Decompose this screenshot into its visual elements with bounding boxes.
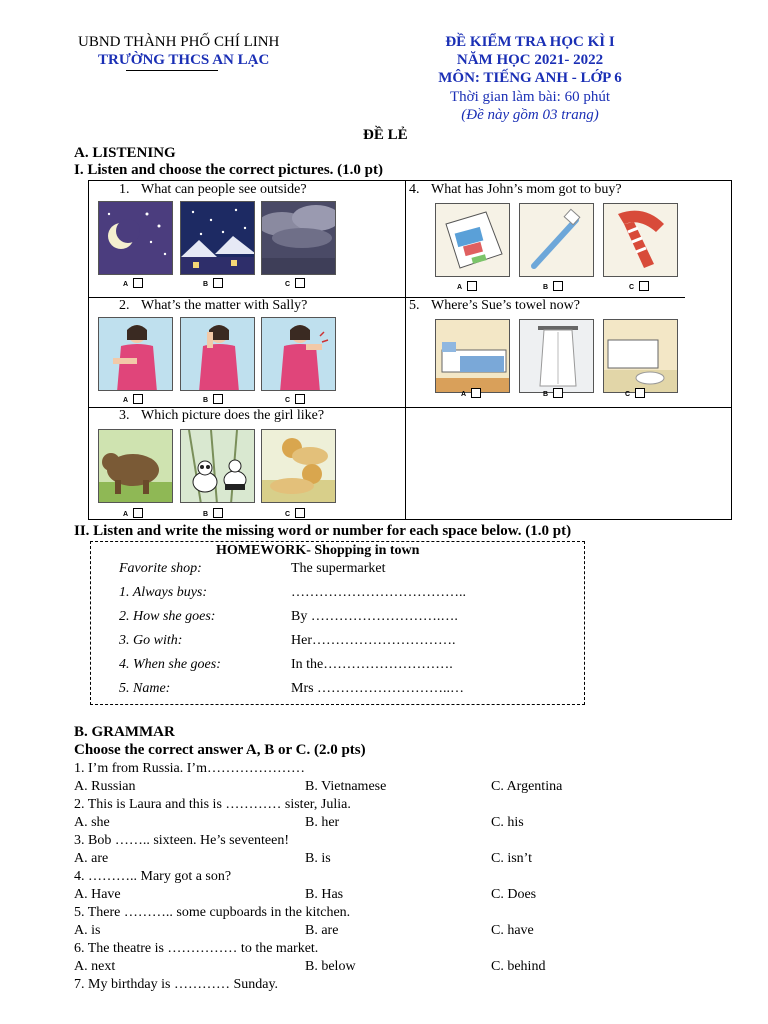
picture-3a-bears [98, 429, 173, 503]
homework-label-always-buys: 1. Always buys: [119, 585, 208, 600]
answer-checkbox-2c[interactable] [295, 394, 305, 404]
picture-2a-girl [98, 317, 173, 391]
district-name: UBND THÀNH PHỐ CHÍ LINH [78, 34, 280, 50]
question-number: 1. [119, 182, 130, 197]
question-text: What has John’s mom got to buy? [431, 182, 622, 197]
exam-title: ĐỀ KIỂM TRA HỌC KÌ I [445, 34, 615, 50]
section-grammar-heading: B. GRAMMAR [74, 724, 175, 740]
grammar-instruction: Choose the correct answer A, B or C. (2.0 pts) [74, 742, 366, 758]
header-underline [126, 70, 218, 71]
homework-label-go-with: 3. Go with: [119, 633, 183, 648]
grammar-question-5: 5. There ……….. some cupboards in the kitchen. [74, 905, 351, 920]
answer-checkbox-1b[interactable] [213, 278, 223, 288]
grammar-question-7: 7. My birthday is ………… Sunday. [74, 977, 279, 992]
answer-option-1a[interactable]: A. Russian [74, 779, 136, 794]
option-a-label: A [123, 281, 129, 288]
question-3 [119, 408, 324, 424]
answer-checkbox-5a[interactable] [471, 388, 481, 398]
option-b-label: B [543, 284, 549, 291]
question-number: 3. [119, 408, 130, 423]
answer-checkbox-4b[interactable] [553, 281, 563, 291]
subject: MÔN: TIẾNG ANH - LỚP 6 [438, 70, 622, 86]
page-count-note: (Đề này gồm 03 trang) [461, 107, 599, 123]
question-text: What’s the matter with Sally? [141, 298, 308, 313]
option-c-label: C [285, 511, 291, 518]
question-text: Which picture does the girl like? [141, 408, 325, 423]
option-c-label: C [625, 391, 631, 398]
listening-picture-table [88, 180, 732, 520]
answer-checkbox-4a[interactable] [467, 281, 477, 291]
question-number: 5. [409, 298, 420, 313]
question-text: What can people see outside? [141, 182, 307, 197]
school-name: TRƯỜNG THCS AN LẠC [98, 52, 270, 68]
homework-blank-when-she-goes[interactable]: In the………………………. [291, 657, 453, 672]
option-a-label: A [461, 391, 467, 398]
homework-value-favorite-shop: The supermarket [291, 561, 386, 576]
question-number: 4. [409, 182, 420, 197]
picture-3c-lions [261, 429, 336, 503]
answer-option-4a[interactable]: A. Have [74, 887, 121, 902]
picture-5a-bed [435, 319, 510, 393]
homework-label-name: 5. Name: [119, 681, 171, 696]
picture-4c-scarf [603, 203, 678, 277]
answer-option-6b[interactable]: B. below [305, 959, 356, 974]
answer-option-4b[interactable]: B. Has [305, 887, 344, 902]
question-2 [119, 298, 307, 314]
answer-option-6c[interactable]: C. behind [491, 959, 546, 974]
option-b-label: B [203, 281, 209, 288]
exam-code: ĐỀ LẺ [363, 127, 408, 143]
grammar-question-4: 4. ……….. Mary got a son? [74, 869, 232, 884]
answer-option-3b[interactable]: B. is [305, 851, 331, 866]
option-a-label: A [457, 284, 463, 291]
picture-5b-towel-rack [519, 319, 594, 393]
answer-checkbox-3c[interactable] [295, 508, 305, 518]
answer-checkbox-1a[interactable] [133, 278, 143, 288]
question-text: Where’s Sue’s towel now? [431, 298, 580, 313]
answer-option-5a[interactable]: A. is [74, 923, 101, 938]
answer-checkbox-1c[interactable] [295, 278, 305, 288]
picture-5c-floor [603, 319, 678, 393]
section-listening-heading: A. LISTENING [74, 145, 176, 161]
homework-label-how-she-goes: 2. How she goes: [119, 609, 216, 624]
option-c-label: C [285, 281, 291, 288]
school-year: NĂM HỌC 2021- 2022 [456, 52, 604, 68]
option-c-label: C [629, 284, 635, 291]
table-divider [405, 181, 406, 519]
answer-option-2a[interactable]: A. she [74, 815, 110, 830]
option-b-label: B [543, 391, 549, 398]
question-4 [409, 182, 622, 198]
answer-checkbox-5c[interactable] [635, 388, 645, 398]
answer-option-3a[interactable]: A. are [74, 851, 109, 866]
option-a-label: A [123, 511, 129, 518]
answer-checkbox-5b[interactable] [553, 388, 563, 398]
homework-title: HOMEWORK- Shopping in town [216, 543, 420, 558]
picture-2b-girl [180, 317, 255, 391]
answer-option-1c[interactable]: C. Argentina [491, 779, 563, 794]
answer-option-5b[interactable]: B. are [305, 923, 339, 938]
option-b-label: B [203, 511, 209, 518]
homework-blank-how-she-goes[interactable]: By ……………………….…. [291, 609, 458, 624]
listening-part1-instruction: I. Listen and choose the correct pictures. (1.0 pt) [74, 162, 383, 178]
question-1 [119, 182, 307, 198]
answer-option-3c[interactable]: C. isn’t [491, 851, 532, 866]
homework-label-when-she-goes: 4. When she goes: [119, 657, 221, 672]
picture-4a-magazine [435, 203, 510, 277]
picture-1b-snowy-houses [180, 201, 255, 275]
picture-1a-moon-stars [98, 201, 173, 275]
answer-option-4c[interactable]: C. Does [491, 887, 537, 902]
exam-duration: Thời gian làm bài: 60 phút [450, 89, 610, 105]
homework-blank-always-buys[interactable]: ……………………………….. [291, 585, 466, 600]
option-b-label: B [203, 397, 209, 404]
answer-option-5c[interactable]: C. have [491, 923, 534, 938]
answer-checkbox-2a[interactable] [133, 394, 143, 404]
option-c-label: C [285, 397, 291, 404]
grammar-question-1: 1. I’m from Russia. I’m………………… [74, 761, 305, 776]
picture-2c-girl [261, 317, 336, 391]
listening-part2-instruction: II. Listen and write the missing word or number for each space below. (1.0 pt) [74, 523, 572, 539]
grammar-question-6: 6. The theatre is …………… to the market. [74, 941, 319, 956]
homework-label-favorite-shop: Favorite shop: [119, 561, 202, 576]
picture-1c-clouds [261, 201, 336, 275]
homework-blank-go-with[interactable]: Her…………………………. [291, 633, 456, 648]
question-number: 2. [119, 298, 130, 313]
option-a-label: A [123, 397, 129, 404]
answer-option-1b[interactable]: B. Vietnamese [305, 779, 387, 794]
grammar-question-2: 2. This is Laura and this is ………… sister, Julia. [74, 797, 351, 812]
answer-checkbox-3a[interactable] [133, 508, 143, 518]
picture-3b-pandas [180, 429, 255, 503]
grammar-question-3: 3. Bob …….. sixteen. He’s seventeen! [74, 833, 290, 848]
answer-option-2c[interactable]: C. his [491, 815, 524, 830]
answer-option-6a[interactable]: A. next [74, 959, 116, 974]
answer-checkbox-3b[interactable] [213, 508, 223, 518]
answer-checkbox-2b[interactable] [213, 394, 223, 404]
question-5 [409, 298, 580, 314]
answer-option-2b[interactable]: B. her [305, 815, 340, 830]
picture-4b-toothbrush [519, 203, 594, 277]
answer-checkbox-4c[interactable] [639, 281, 649, 291]
homework-blank-name[interactable]: Mrs ………………………..… [291, 681, 465, 696]
homework-note-box [90, 541, 585, 705]
